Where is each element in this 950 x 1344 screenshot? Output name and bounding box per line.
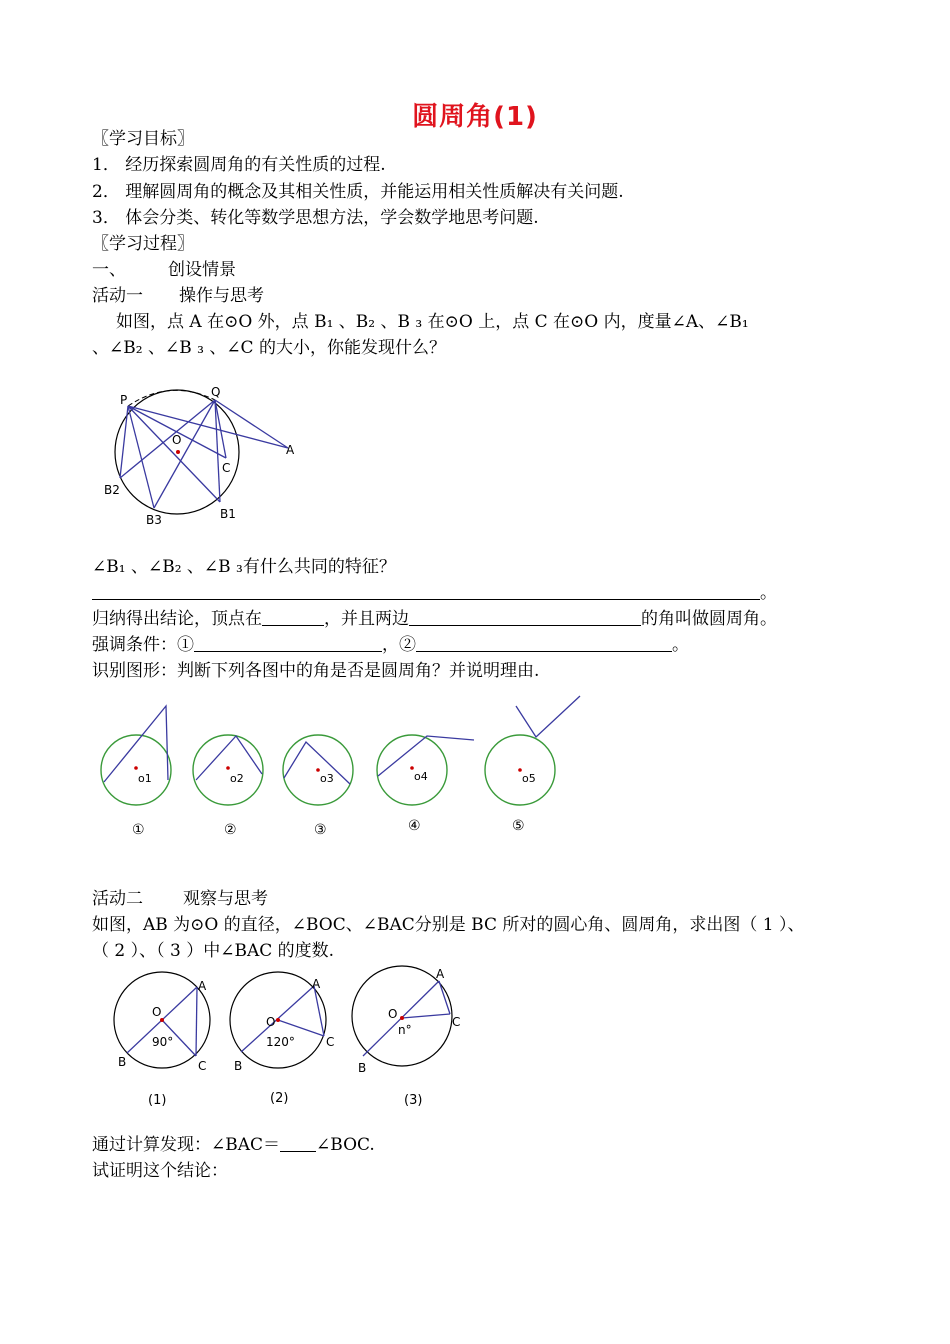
label-A: A [286,443,295,457]
circle-number-5: ⑤ [512,818,525,834]
angle-label-2: 120° [266,1035,295,1049]
svg-text:B: B [234,1059,243,1073]
emphasis-part-a: 强调条件：① [92,635,194,655]
answer-blank[interactable] [92,583,760,600]
label-B1: B1 [220,507,236,521]
svg-text:A: A [198,979,207,993]
svg-text:C: C [198,1059,207,1073]
activity-2-heading [92,888,268,910]
figure-central-inscribed [104,966,474,1116]
process-heading: 〖学习过程〗 [92,234,194,254]
section-1-number: 一、 [92,260,126,280]
angle-label-1: 90° [152,1035,174,1049]
ratio-blank[interactable] [280,1135,316,1152]
section-1-heading [92,259,236,281]
discovery-line [92,1134,375,1156]
condition-1-blank[interactable] [194,635,382,652]
activity-2-text-line-2: （ 2 ）、（ 3 ）中∠BAC 的度数. [92,941,335,961]
label-B2: B2 [104,483,120,497]
activity-2-number: 活动二 [92,889,143,909]
discovery-part-b: ∠BOC. [316,1135,375,1155]
svg-text:A: A [312,977,321,991]
activity-2-text-line-1: 如图，AB 为⊙O 的直径，∠BOC、∠BAC分别是 BC 所对的圆心角、圆周角，求出图（ 1 ）、 [92,915,805,935]
sides-blank[interactable] [409,609,641,626]
goal-item-1: 1． 经历探索圆周角的有关性质的过程. [92,155,386,175]
figure-caption-1: (1) [148,1093,167,1108]
svg-text:O: O [388,1007,398,1021]
question-common-feature: ∠B₁ 、∠B₂ 、∠B ₃有什么共同的特征？ [92,557,396,577]
circle-number-4: ④ [408,818,421,834]
page-title: 圆周角(1) [412,102,538,132]
label-C: C [222,461,231,475]
conclusion-part-c: 的角叫做圆周角。 [641,609,777,629]
answer-line [92,582,777,604]
label-Q: Q [211,385,221,399]
activity-1-heading [92,285,264,307]
condition-2-blank[interactable] [416,635,672,652]
figure-inscribed-angles [100,380,310,540]
label-O: O [172,433,182,447]
discovery-part-a: 通过计算发现：∠BAC＝ [92,1135,281,1155]
angle-label-3: n° [398,1023,412,1037]
vertex-blank[interactable] [262,609,324,626]
circle-label-4: o4 [414,770,428,783]
emphasis-part-c: 。 [672,635,689,655]
label-B3: B3 [146,513,162,527]
goals-heading: 〖学习目标〗 [92,129,194,149]
goal-item-2: 2． 理解圆周角的概念及其相关性质，并能运用相关性质解决有关问题. [92,182,624,202]
figure-identify-angles [96,690,596,840]
circle-label-2: o2 [230,772,244,785]
conclusion-part-a: 归纳得出结论，顶点在 [92,609,262,629]
label-P: P [120,393,128,407]
svg-text:O: O [152,1005,162,1019]
figure-caption-3: (3) [404,1093,423,1108]
figure-caption-2: (2) [270,1091,289,1106]
svg-text:C: C [326,1035,335,1049]
answer-period: 。 [760,583,777,603]
emphasis-line [92,634,689,656]
section-1-title: 创设情景 [168,260,236,280]
goal-item-3: 3． 体会分类、转化等数学思想方法，学会数学地思考问题. [92,208,539,228]
circle-number-3: ③ [314,822,327,838]
circle-number-1: ① [132,822,145,838]
circle-label-5: o5 [522,772,536,785]
svg-text:B: B [118,1055,127,1069]
conclusion-line [92,608,777,630]
activity-2-title: 观察与思考 [183,889,268,909]
conclusion-part-b: ，并且两边 [324,609,409,629]
identify-instruction: 识别图形：判断下列各图中的角是否是圆周角？并说明理由. [92,661,540,681]
emphasis-part-b: ，② [382,635,416,655]
svg-text:C: C [452,1015,461,1029]
circle-label-1: o1 [138,772,152,785]
circle-label-3: o3 [320,772,334,785]
circle-number-2: ② [224,822,237,838]
activity-1-text-line-2: 、∠B₂ 、∠B ₃ 、∠C 的大小，你能发现什么？ [92,338,446,358]
activity-1-number: 活动一 [92,286,143,306]
activity-1-text-line-1: 如图，点 A 在⊙O 外，点 B₁ 、B₂ 、B ₃ 在⊙O 上，点 C 在⊙O 内，度量∠A、∠B₁ [116,312,749,332]
svg-text:O: O [266,1015,276,1029]
svg-text:B: B [358,1061,367,1075]
activity-1-title: 操作与思考 [179,286,264,306]
svg-text:A: A [436,967,445,981]
prove-prompt: 试证明这个结论： [92,1161,228,1181]
